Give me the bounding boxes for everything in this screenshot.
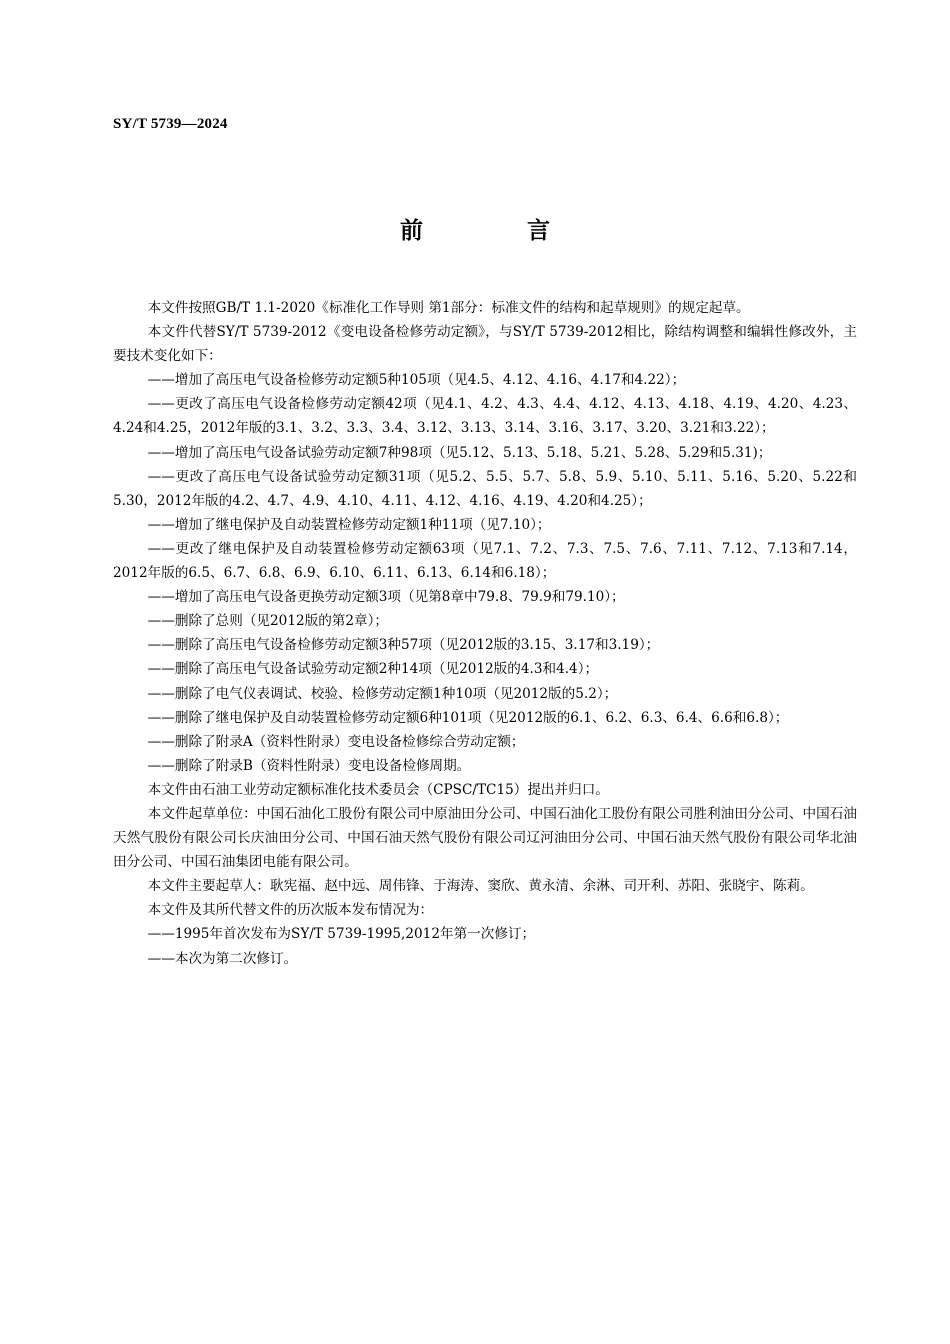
list-item: ——更改了继电保护及自动装置检修劳动定额63项（见7.1、7.2、7.3、7.5、7.6、7.11、7.12、7.13和7.14，2012年版的6.5、6.7、6.8、6.9、6.10、6.11、6.13、6.14和6.18）；	[113, 540, 857, 582]
list-item: ——删除了继电保护及自动装置检修劳动定额6种101项（见2012版的6.1、6.2、6.3、6.4、6.6和6.8）；	[147, 709, 789, 726]
list-item: ——删除了高压电气设备试验劳动定额2种14项（见2012版的4.3和4.4）；	[147, 661, 599, 678]
list-item: ——增加了高压电气设备试验劳动定额7种98项（见5.12、5.13、5.18、5.21、5.28、5.29和5.31)；	[147, 444, 772, 461]
foreword-body	[113, 296, 857, 971]
paragraph: 本文件起草单位：中国石油化工股份有限公司中原油田分公司、中国石油化工股份有限公司胜利油田分公司、中国石油天然气股份有限公司长庆油田分公司、中国石油天然气股份有限公司辽河油田分公司、中国石油天然气股份有限公司华北油田分公司、中国石油集团电能有限公司。	[113, 805, 857, 871]
list-item: ——增加了高压电气设备检修劳动定额5种105项（见4.5、4.12、4.16、4.17和4.22）；	[147, 372, 686, 389]
list-item: ——删除了附录B（资料性附录）变电设备检修周期。	[147, 757, 471, 774]
page-title: 前 言	[399, 218, 598, 244]
paragraph: 本文件由石油工业劳动定额标准化技术委员会（CPSC/TC15）提出并归口。	[147, 781, 609, 798]
list-item: ——删除了电气仪表调试、校验、检修劳动定额1种10项（见2012版的5.2）；	[147, 685, 618, 702]
paragraph: 本文件代替SY/T 5739-2012《变电设备检修劳动定额》，与SY/T 5739-2012相比，除结构调整和编辑性修改外，主要技术变化如下：	[113, 324, 857, 365]
list-item: ——更改了高压电气设备检修劳动定额42项（见4.1、4.2、4.3、4.4、4.12、4.13、4.18、4.19、4.20、4.23、4.24和4.25，2012年版的3.1、3.2、3.3、3.4、3.12、3.13、3.14、3.16、3.17、3.20、3.21和3.22）；	[113, 396, 857, 437]
list-item: ——删除了高压电气设备检修劳动定额3种57项（见2012版的3.15、3.17和3.19）；	[147, 637, 660, 654]
paragraph: 本文件及其所代替文件的历次版本发布情况为：	[147, 902, 434, 919]
list-item: ——删除了附录A（资料性附录）变电设备检修综合劳动定额；	[147, 733, 525, 750]
paragraph: 本文件主要起草人：耿宪福、赵中远、周伟锋、于海涛、窦欣、黄永清、余淋、司开利、苏阳、张晓宇、陈莉。	[147, 878, 814, 895]
list-item: ——本次为第二次修订。	[147, 950, 298, 967]
standard-code: SY/T 5739—2024	[113, 116, 228, 132]
list-item: ——增加了高压电气设备更换劳动定额3项（见第8章中79.8、79.9和79.10）；	[147, 589, 625, 606]
list-item: ——删除了总则（见2012版的第2章）；	[147, 613, 389, 630]
paragraph: 本文件按照GB/T 1.1-2020《标准化工作导则 第1部分：标准文件的结构和起草规则》的规定起草。	[147, 300, 750, 316]
list-item: ——更改了高压电气设备试验劳动定额31项（见5.2、5.5、5.7、5.8、5.9、5.10、5.11、5.16、5.20、5.22和5.30，2012年版的4.2、4.7、4.9、4.10、4.11、4.12、4.16、4.19、4.20和4.25）；	[113, 468, 857, 509]
list-item: ——增加了继电保护及自动装置检修劳动定额1种11项（见7.10）；	[147, 516, 551, 533]
list-item: ——1995年首次发布为SY/T 5739-1995,2012年第一次修订；	[147, 926, 536, 943]
